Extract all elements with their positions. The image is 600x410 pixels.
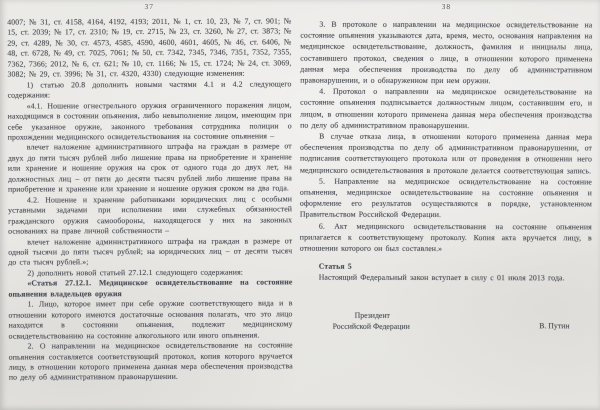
paragraph: 1. Лицо, которое имеет при себе оружие соответствующего вида и в отношении которого имеются достаточные основания полагать, что это лицо находится в состоянии опьянения, подлежит медицинскому освидетельствованию на состояние алкогольного или иного опьянения. xyxy=(8,298,293,341)
paragraph: 2) дополнить новой статьей 27.12.1 следующего содержания: xyxy=(27,267,244,278)
signatory-title-line2: Российской Федерации xyxy=(332,321,410,332)
paragraph: 4.2. Ношение и хранение работниками юридических лиц с особыми уставными задачами при исполнении ими служебных обязанностей гражданского оружия самообороны, находящегося у них на законных основаниях на праве личной собственности – xyxy=(8,194,293,236)
paragraph: Статья 5 xyxy=(318,261,352,272)
page-number-37: 37 xyxy=(144,1,154,12)
paragraph: В случае отказа лица, в отношении которого применена данная мера обеспечения производства по делу об административном правонарушении, от подписания соответствующего протокола или от проведения в отношении него медицинского освидетельствования в протоколе делается соответствующая запись. xyxy=(299,131,593,176)
document-page-38 xyxy=(300,2,593,333)
paragraph: 6. Акт медицинского освидетельствования на состояние опьянения прилагается к соответствующему протоколу. Копия акта вручается лицу, в отношении которого он был составлен.» xyxy=(299,221,592,254)
page-38-text-body xyxy=(300,19,593,284)
signatory-title xyxy=(300,309,410,332)
paragraph: влечет наложение административного штрафа на граждан в размере от двух до пяти тысяч рублей либо лишение права на приобретение и хранение или хранение и ношение оружия на срок от одного года до двух лет, на должностных лиц – от пяти до десяти тысяч рублей либо лишение права на приобретение и хранение или хранение и ношение оружия сроком на два года. xyxy=(7,141,292,194)
paragraph: 4007; № 31, ст. 4158, 4164, 4192, 4193; 2011, № 1, ст. 10, 23, № 7, ст. 901; № 15, ст. 2039; № 17, ст. 2310; № 19, ст. 2715, № 23, ст. 3260, № 27, ст. 3873; № 29, ст. 4289, № 30, ст. 4573, 4585, 4590, 4600, 4601, 4605, № 46, ст. 6406, № 48, ст. 6728, № 49, ст. 7025, 7061; № 50, ст. 7342, 7345, 7346, 7351, 7352, 7355, 7362, 7366; 2012, № 6, ст. 621; № 10, ст. 1166; № 15, ст. 1724; № 24, ст. 3069, 3082; № 29, ст. 3996; № 31, ст. 4320, 4330) следующие изменения: xyxy=(7,16,292,79)
paragraph: «Статья 27.12.1. Медицинское освидетельствование на состояние опьянения владельцев оружия xyxy=(8,277,293,299)
document-page-37 xyxy=(7,1,293,383)
paragraph: 5. Направление на медицинское освидетельствование на состояние опьянения, медицинское освидетельствование на состояние опьянения и оформление его результатов осуществляются в порядке, установленном Правительством Российской Федерации. xyxy=(299,176,592,220)
paragraph: 3. В протоколе о направлении на медицинское освидетельствование на состояние опьянения указываются дата, время, место, основания направления на медицинское освидетельствование, должность, фамилия и инициалы лица, составившего протокол, сведения о лице, в отношении которого применена данная мера обеспечения производства по делу об административном правонарушении, и о обнаруженном при нем оружии. xyxy=(300,19,593,86)
page-number-38: 38 xyxy=(441,1,452,12)
paragraph: 2. О направлении на медицинское освидетельствование на состояние опьянения составляется соответствующий протокол, копия которого вручается лицу, в отношении которого применена данная мера обеспечения производства по делу об административном правонарушении. xyxy=(8,340,293,383)
paragraph: 4. Протокол о направлении на медицинское освидетельствование на состояние опьянения подписывается должностным лицом, составившим его, и лицом, в отношении которого применена данная мера обеспечения производства по делу об административном правонарушении. xyxy=(300,86,593,130)
paragraph: влечет наложение административного штрафа на граждан в размере от одной тысячи до пяти тысяч рублей; на юридических лиц – от десяти тысяч до ста тысяч рублей.»; xyxy=(8,235,293,268)
signatory-title-line1: Президент xyxy=(354,310,390,320)
signatory-name: В. Путин xyxy=(539,321,570,331)
paragraph: «4.1. Ношение огнестрельного оружия ограниченного поражения лицом, находящимся в состоянии опьянения, либо невыполнение лицом, имеющим при себе указанное оружие, законного требования сотрудника полиции о прохождении медицинского освидетельствования на состояние опьянения – xyxy=(7,100,292,142)
signature-block xyxy=(300,309,592,333)
paragraph: 1) статью 20.8 дополнить новыми частями 4.1 и 4.2 следующего содержания: xyxy=(7,79,292,100)
page-37-text-body xyxy=(7,16,293,383)
paragraph: Настоящий Федеральный закон вступает в силу с 01 июля 2013 года. xyxy=(318,273,565,283)
